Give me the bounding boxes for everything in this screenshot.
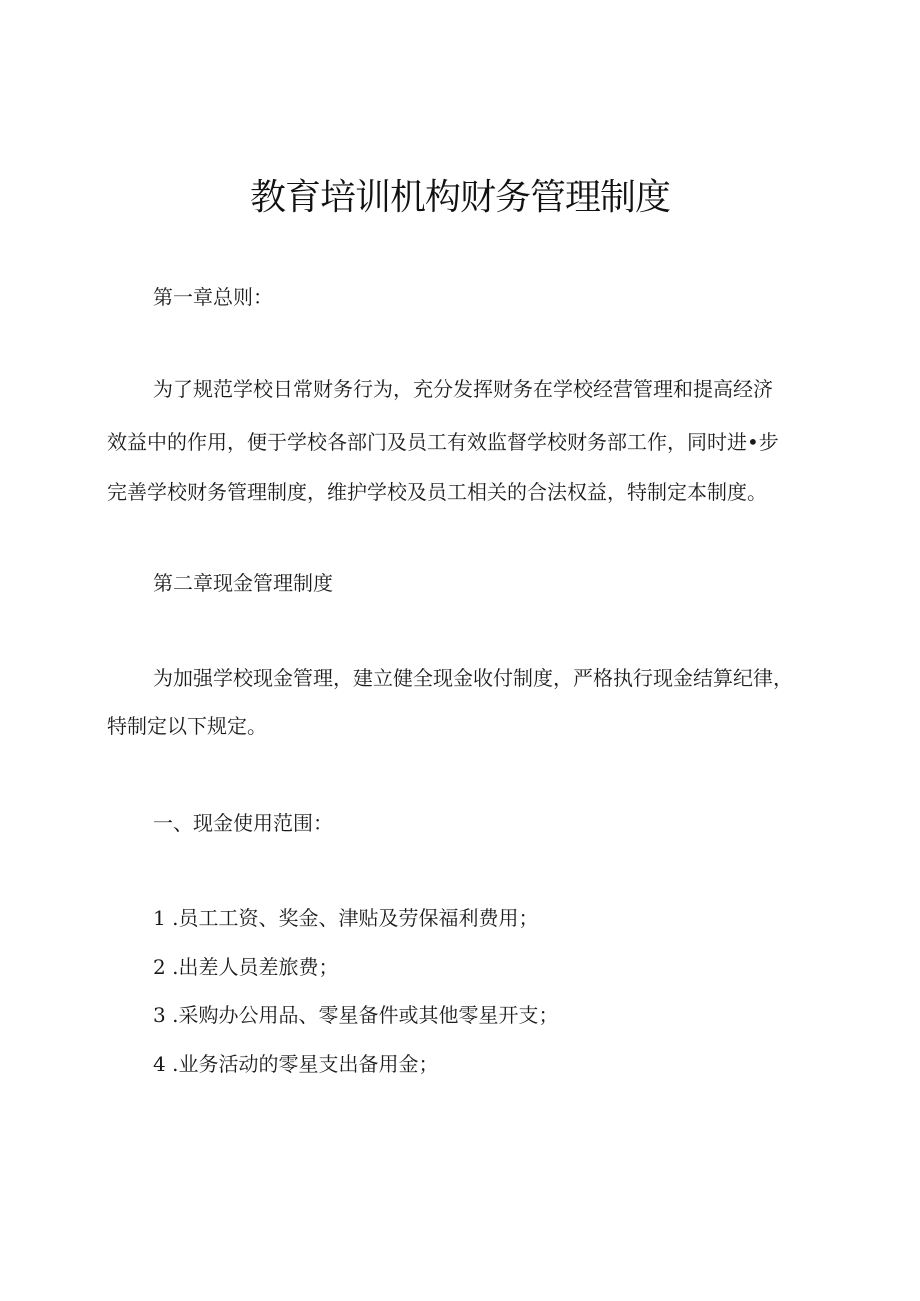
chapter2-heading: 第二章现金管理制度 [153,571,333,595]
chapter2-para-line-1: 为加强学校现金管理，建立健全现金收付制度，严格执行现金结算纪律， [153,666,793,690]
list-item: 3 .采购办公用品、零星备件或其他零星开支； [153,1003,559,1027]
list-item: 2 .出差人员差旅费； [153,955,339,979]
chapter2-para-line-2: 特制定以下规定。 [107,714,267,738]
chapter1-para-line-2: 效益中的作用，便于学校各部门及员工有效监督学校财务部工作，同时进•步 [107,430,779,454]
list-item: 1 .员工工资、奖金、津贴及劳保福利费用； [153,906,539,930]
section1-heading: 一、现金使用范围： [153,811,333,835]
list-item: 4 .业务活动的零星支出备用金； [153,1052,439,1076]
chapter1-para-line-3: 完善学校财务管理制度，维护学校及员工相关的合法权益，特制定本制度。 [107,480,767,504]
chapter1-para-line-1: 为了规范学校日常财务行为，充分发挥财务在学校经营管理和提高经济 [153,377,773,401]
chapter1-heading: 第一章总则： [153,285,273,309]
document-title: 教育培训机构财务管理制度 [249,177,670,218]
